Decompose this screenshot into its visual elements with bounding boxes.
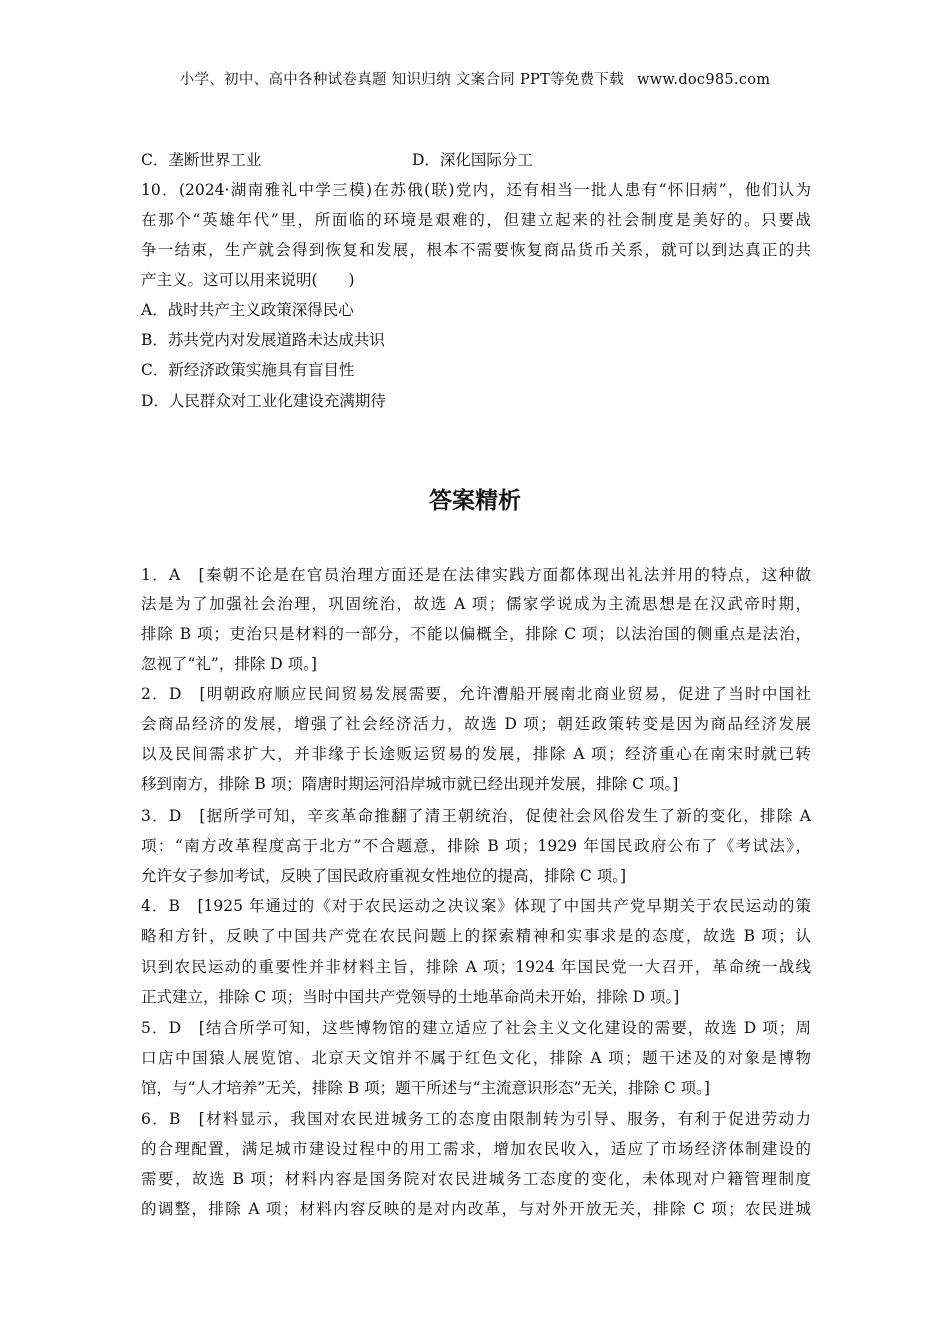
option-c: C．新经济政策实施具有盲目性 xyxy=(141,361,355,379)
answer-line: 馆，与“人才培养”无关，排除 B 项；题干所述与“主流意识形态”无关，排除 C 项。] xyxy=(141,1079,710,1097)
option-b: B．苏共党内对发展道路未达成共识 xyxy=(141,331,385,349)
page-header xyxy=(0,68,950,89)
question-line: 在那个“英雄年代”里，所面临的环境是艰难的，但建立起来的社会制度是美好的。只要战 xyxy=(141,211,811,229)
answer-line: 4．B [1925 年通过的《对于农民运动之决议案》体现了中国共产党早期关于农民运动的策 xyxy=(141,897,811,915)
answer-line: 项：“南方改革程度高于北方”不合题意，排除 B 项；1929 年国民政府公布了《考试法》， xyxy=(141,837,811,855)
answer-line: 允许女子参加考试，反映了国民政府重视女性地位的提高，排除 C 项。] xyxy=(141,867,627,885)
answer-line: 口店中国猿人展览馆、北京天文馆并不属于红色文化，排除 A 项；题干述及的对象是博物 xyxy=(141,1049,811,1067)
answer-line: 以及民间需求扩大，并非缘于长途贩运贸易的发展，排除 A 项；经济重心在南宋时就已转 xyxy=(141,745,811,763)
question-line: 10．(2024·湖南雅礼中学三模)在苏俄(联)党内，还有相当一批人患有“怀旧病”，他们认为 xyxy=(141,181,811,199)
answer-line: 正式建立，排除 C 项；当时中国共产党领导的土地革命尚未开始，排除 D 项。] xyxy=(141,988,680,1006)
answer-line: 的合理配置，满足城市建设过程中的用工需求，增加农民收入，适应了市场经济体制建设的 xyxy=(141,1140,811,1158)
question-line: 产主义。这可以用来说明( ) xyxy=(141,271,355,289)
answer-line: 的调整，排除 A 项；材料内容反映的是对内改革，与对外开放无关，排除 C 项；农民进城 xyxy=(141,1200,811,1218)
answer-line: 6．B [材料显示，我国对农民进城务工的态度由限制转为引导、服务，有利于促进劳动力 xyxy=(141,1110,811,1128)
answer-line: 略和方针，反映了中国共产党在农民问题上的探索精神和实事求是的态度，故选 B 项；认 xyxy=(141,927,811,945)
q9-option-c: C．垄断世界工业 xyxy=(141,151,262,169)
answer-line: 5．D [结合所学可知，这些博物馆的建立适应了社会主义文化建设的需要，故选 D 项；周 xyxy=(141,1019,811,1037)
answer-section-title: 答案精析 xyxy=(429,488,521,514)
answer-line: 会商品经济的发展，增强了社会经济活力，故选 D 项；朝廷政策转变是因为商品经济发展 xyxy=(141,715,811,733)
answer-line: 法是为了加强社会治理，巩固统治，故选 A 项；儒家学说成为主流思想是在汉武帝时期， xyxy=(141,595,811,613)
q9-option-d: D．深化国际分工 xyxy=(412,151,533,169)
answer-line: 识到农民运动的重要性并非材料主旨，排除 A 项；1924 年国民党一大召开，革命统一战线 xyxy=(141,958,811,976)
option-d: D．人民群众对工业化建设充满期待 xyxy=(141,392,386,410)
answer-line: 1．A [秦朝不论是在官员治理方面还是在法律实践方面都体现出礼法并用的特点，这种做 xyxy=(141,566,811,584)
answer-line: 忽视了“礼”，排除 D 项。] xyxy=(141,655,317,673)
answer-line: 需要，故选 B 项；材料内容是国务院对农民进城务工态度的变化，未体现对户籍管理制度 xyxy=(141,1170,811,1188)
answer-line: 移到南方，排除 B 项；隋唐时期运河沿岸城市就已经出现并发展，排除 C 项。] xyxy=(141,775,679,793)
question-line: 争一结束，生产就会得到恢复和发展，根本不需要恢复商品货币关系，就可以到达真正的共 xyxy=(141,241,811,259)
answer-line: 3．D [据所学可知，辛亥革命推翻了清王朝统治，促使社会风俗发生了新的变化，排除 A xyxy=(141,807,811,825)
answer-line: 排除 B 项；吏治只是材料的一部分，不能以偏概全，排除 C 项；以法治国的侧重点是法治， xyxy=(141,625,811,643)
header-text: 小学、初中、高中各种试卷真题 知识归纳 文案合同 PPT等免费下载 xyxy=(179,72,625,88)
option-a: A．战时共产主义政策深得民心 xyxy=(141,301,354,319)
header-site: www.doc985.com xyxy=(637,72,771,88)
answer-line: 2．D [明朝政府顺应民间贸易发展需要，允许漕船开展南北商业贸易，促进了当时中国社 xyxy=(141,685,811,703)
